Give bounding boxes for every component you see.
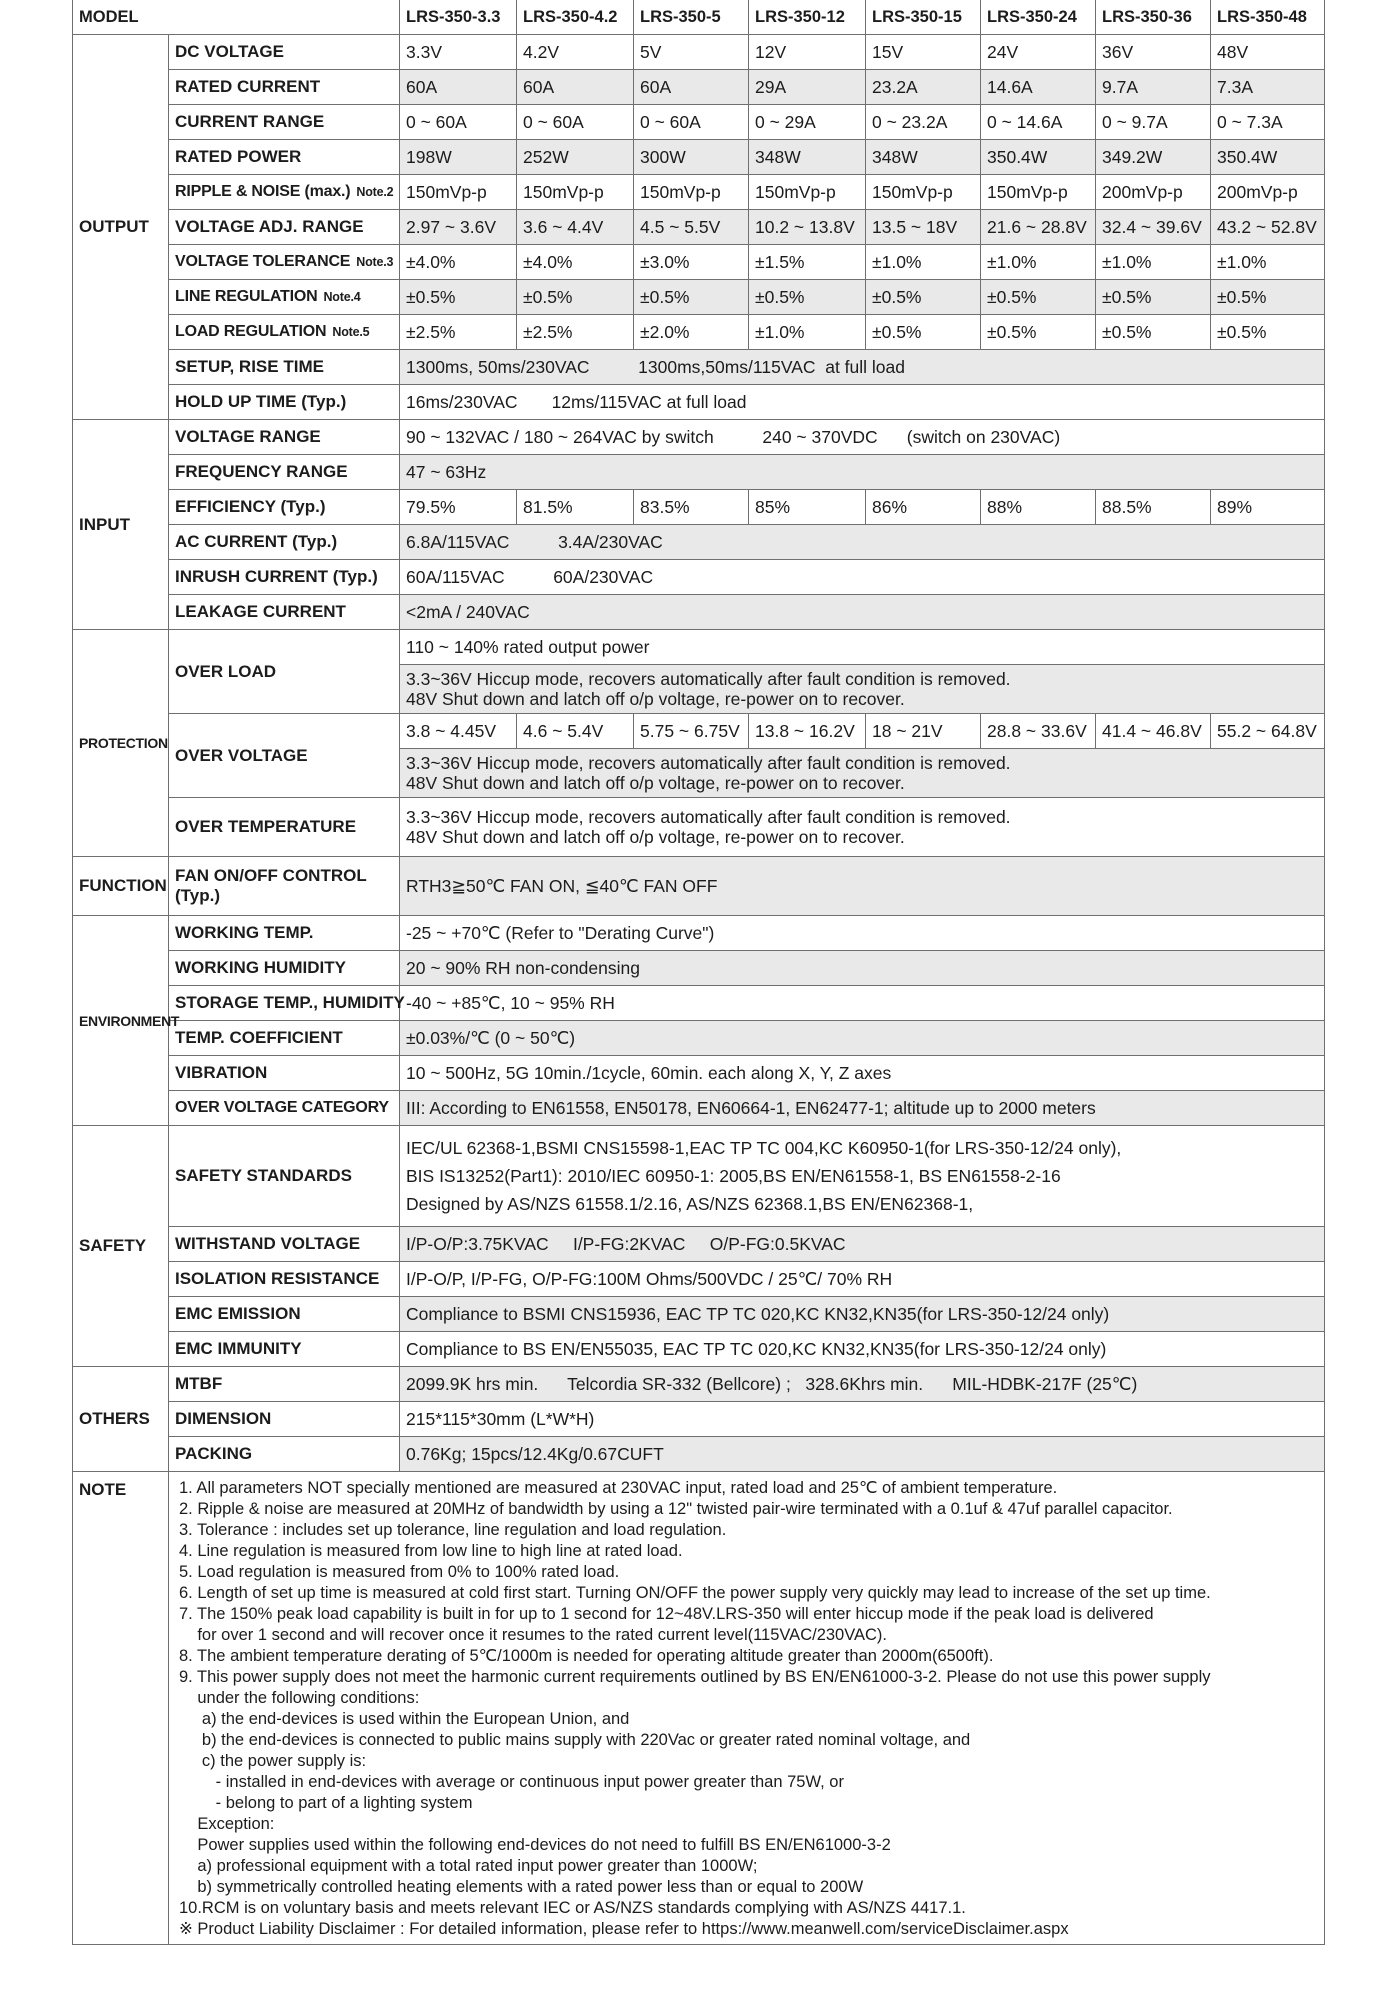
- spec-value: 348W: [866, 140, 981, 175]
- note-line: 10.RCM is on voluntary basis and meets relevant IEC or AS/NZS standards complying with AS/NZS 4417.1.: [179, 1899, 966, 1917]
- spec-label: OVER VOLTAGE: [169, 714, 400, 798]
- spec-value: 88%: [981, 490, 1096, 525]
- spec-value: 348W: [749, 140, 866, 175]
- spec-value: ±1.0%: [1096, 245, 1211, 280]
- spec-value: 89%: [1211, 490, 1325, 525]
- note-ref: Note.2: [356, 185, 394, 199]
- spec-value: RTH3≧50℃ FAN ON, ≦40℃ FAN OFF: [400, 857, 1325, 916]
- note-ref: Note.5: [332, 325, 370, 339]
- note-line: under the following conditions:: [179, 1689, 420, 1707]
- spec-label: RATED POWER: [169, 140, 400, 175]
- spec-label: VOLTAGE RANGE: [169, 420, 400, 455]
- spec-value: 4.6 ~ 5.4V: [517, 714, 634, 749]
- spec-value: 81.5%: [517, 490, 634, 525]
- spec-value: 0.76Kg; 15pcs/12.4Kg/0.67CUFT: [400, 1437, 1325, 1472]
- spec-label: VIBRATION: [169, 1056, 400, 1091]
- spec-row-leakage-current: [73, 595, 1325, 630]
- spec-row-load-regulation: [73, 315, 1325, 350]
- spec-label: [169, 857, 400, 916]
- spec-row-over-temperature: [73, 798, 1325, 857]
- spec-row-voltage-tolerance: [73, 245, 1325, 280]
- spec-value: ±0.5%: [1211, 315, 1325, 350]
- category-input: INPUT: [73, 420, 169, 630]
- spec-value: -40 ~ +85℃, 10 ~ 95% RH: [400, 986, 1325, 1021]
- spec-value: ±0.5%: [1211, 280, 1325, 315]
- spec-value: 60A: [517, 70, 634, 105]
- spec-value: 28.8 ~ 33.6V: [981, 714, 1096, 749]
- spec-value: -25 ~ +70℃ (Refer to "Derating Curve"): [400, 916, 1325, 951]
- spec-value: 79.5%: [400, 490, 517, 525]
- spec-row-ac-current: [73, 525, 1325, 560]
- spec-value: ±2.0%: [634, 315, 749, 350]
- spec-row-rated-power: [73, 140, 1325, 175]
- spec-row-temp-coefficient: [73, 1021, 1325, 1056]
- spec-label: [169, 280, 400, 315]
- model-name: LRS-350-12: [749, 0, 866, 35]
- spec-value: 2099.9K hrs min. Telcordia SR-332 (Bellcore) ; 328.6Khrs min. MIL-HDBK-217F (25℃): [400, 1367, 1325, 1402]
- spec-value: 200mVp-p: [1096, 175, 1211, 210]
- spec-row-packing: [73, 1437, 1325, 1472]
- spec-label: [169, 175, 400, 210]
- model-name: LRS-350-4.2: [517, 0, 634, 35]
- spec-label: HOLD UP TIME (Typ.): [169, 385, 400, 420]
- category-output: OUTPUT: [73, 35, 169, 420]
- spec-row-rated-current: [73, 70, 1325, 105]
- spec-value: 1300ms, 50ms/230VAC 1300ms,50ms/115VAC at full load: [400, 350, 1325, 385]
- spec-row-efficiency: [73, 490, 1325, 525]
- spec-value: 86%: [866, 490, 981, 525]
- spec-label: OVER LOAD: [169, 630, 400, 714]
- spec-value: ±2.5%: [400, 315, 517, 350]
- spec-value: ±0.5%: [634, 280, 749, 315]
- text-line: IEC/UL 62368-1,BSMI CNS15598-1,EAC TP TC 004,KC K60950-1(for LRS-350-12/24 only),: [406, 1138, 1122, 1158]
- note-line: 1. All parameters NOT specially mentioned are measured at 230VAC input, rated load and 25℃ of ambient temperature.: [179, 1479, 1058, 1497]
- spec-value: 150mVp-p: [400, 175, 517, 210]
- spec-value: 3.6 ~ 4.4V: [517, 210, 634, 245]
- spec-value: 3.8 ~ 4.45V: [400, 714, 517, 749]
- spec-value: 150mVp-p: [749, 175, 866, 210]
- note-ref: Note.4: [323, 290, 361, 304]
- spec-label: SETUP, RISE TIME: [169, 350, 400, 385]
- spec-value: 83.5%: [634, 490, 749, 525]
- spec-value: 200mVp-p: [1211, 175, 1325, 210]
- spec-value: III: According to EN61558, EN50178, EN60664-1, EN62477-1; altitude up to 2000 meters: [400, 1091, 1325, 1126]
- spec-value: 29A: [749, 70, 866, 105]
- note-line: b) symmetrically controlled heating elements with a rated power less than or equal to 200W: [179, 1878, 864, 1896]
- spec-row-vibration: [73, 1056, 1325, 1091]
- spec-row-current-range: [73, 105, 1325, 140]
- spec-label: OVER VOLTAGE CATEGORY: [169, 1091, 400, 1126]
- spec-label: ISOLATION RESISTANCE: [169, 1262, 400, 1297]
- spec-value: 0 ~ 60A: [517, 105, 634, 140]
- spec-value: ±0.5%: [749, 280, 866, 315]
- spec-row-safety-standards: [73, 1126, 1325, 1227]
- spec-value: Compliance to BS EN/EN55035, EAC TP TC 020,KC KN32,KN35(for LRS-350-12/24 only): [400, 1332, 1325, 1367]
- spec-value: 350.4W: [981, 140, 1096, 175]
- spec-value: 0 ~ 14.6A: [981, 105, 1096, 140]
- spec-value: 36V: [1096, 35, 1211, 70]
- spec-value: 3.3V: [400, 35, 517, 70]
- spec-value: ±1.0%: [866, 245, 981, 280]
- spec-value: 60A: [634, 70, 749, 105]
- spec-value: [400, 1126, 1325, 1227]
- spec-label: FREQUENCY RANGE: [169, 455, 400, 490]
- spec-value: 85%: [749, 490, 866, 525]
- spec-value: 12V: [749, 35, 866, 70]
- note-line: - installed in end-devices with average or continuous input power greater than 75W, or: [179, 1773, 844, 1791]
- spec-value: 15V: [866, 35, 981, 70]
- spec-value: 60A: [400, 70, 517, 105]
- spec-row-over-load-1: [73, 630, 1325, 665]
- spec-value: 4.2V: [517, 35, 634, 70]
- spec-value: 150mVp-p: [981, 175, 1096, 210]
- note-line: a) the end-devices is used within the European Union, and: [179, 1710, 630, 1728]
- note-line: 6. Length of set up time is measured at cold first start. Turning ON/OFF the power supply very quickly may lead to increase of the set up time.: [179, 1584, 1211, 1602]
- spec-value: 110 ~ 140% rated output power: [400, 630, 1325, 665]
- spec-row-dc-voltage: [73, 35, 1325, 70]
- spec-row-dimension: [73, 1402, 1325, 1437]
- spec-value: 2.97 ~ 3.6V: [400, 210, 517, 245]
- spec-row-hold-up: [73, 385, 1325, 420]
- spec-row-emc-emission: [73, 1297, 1325, 1332]
- spec-value: 5.75 ~ 6.75V: [634, 714, 749, 749]
- category-protection: PROTECTION: [73, 630, 169, 857]
- spec-value: <2mA / 240VAC: [400, 595, 1325, 630]
- spec-label: WITHSTAND VOLTAGE: [169, 1227, 400, 1262]
- spec-value: 18 ~ 21V: [866, 714, 981, 749]
- spec-value: 43.2 ~ 52.8V: [1211, 210, 1325, 245]
- spec-label: LEAKAGE CURRENT: [169, 595, 400, 630]
- text-line: 48V Shut down and latch off o/p voltage, re-power on to recover.: [406, 773, 905, 793]
- spec-value: 252W: [517, 140, 634, 175]
- spec-value: 55.2 ~ 64.8V: [1211, 714, 1325, 749]
- model-name: LRS-350-3.3: [400, 0, 517, 35]
- spec-row-ov-category: [73, 1091, 1325, 1126]
- text-line: 48V Shut down and latch off o/p voltage, re-power on to recover.: [406, 827, 905, 847]
- spec-value: 20 ~ 90% RH non-condensing: [400, 951, 1325, 986]
- spec-row-working-temp: [73, 916, 1325, 951]
- spec-value: 5V: [634, 35, 749, 70]
- note-line: b) the end-devices is connected to public mains supply with 220Vac or greater rated nominal voltage, and: [179, 1731, 971, 1749]
- spec-label: AC CURRENT (Typ.): [169, 525, 400, 560]
- spec-value: 7.3A: [1211, 70, 1325, 105]
- spec-value: ±0.5%: [981, 315, 1096, 350]
- spec-value: ±0.5%: [1096, 280, 1211, 315]
- spec-value: ±0.5%: [517, 280, 634, 315]
- spec-value: [400, 749, 1325, 798]
- spec-value: 23.2A: [866, 70, 981, 105]
- spec-value: I/P-O/P:3.75KVAC I/P-FG:2KVAC O/P-FG:0.5KVAC: [400, 1227, 1325, 1262]
- spec-label: INRUSH CURRENT (Typ.): [169, 560, 400, 595]
- spec-row-frequency-range: [73, 455, 1325, 490]
- note-line: 5. Load regulation is measured from 0% to 100% rated load.: [179, 1563, 620, 1581]
- spec-label: DC VOLTAGE: [169, 35, 400, 70]
- spec-label-text: LINE REGULATION: [175, 288, 318, 305]
- category-note: NOTE: [73, 1472, 169, 1945]
- spec-row-mtbf: [73, 1367, 1325, 1402]
- spec-value: 88.5%: [1096, 490, 1211, 525]
- spec-table: [72, 0, 1325, 1945]
- spec-value: 150mVp-p: [634, 175, 749, 210]
- spec-value: ±0.5%: [866, 280, 981, 315]
- spec-label-text: RIPPLE & NOISE (max.): [175, 183, 351, 200]
- spec-label: DIMENSION: [169, 1402, 400, 1437]
- spec-label: VOLTAGE ADJ. RANGE: [169, 210, 400, 245]
- spec-value: 349.2W: [1096, 140, 1211, 175]
- spec-label: SAFETY STANDARDS: [169, 1126, 400, 1227]
- spec-label: EFFICIENCY (Typ.): [169, 490, 400, 525]
- spec-label-text: FAN ON/OFF CONTROL: [175, 866, 367, 885]
- note-line: ※ Product Liability Disclaimer : For detailed information, please refer to https://www.meanwell.com/serviceDisclaimer.aspx: [179, 1920, 1069, 1938]
- note-line: for over 1 second and will recover once it resumes to the rated current level(115VAC/230VAC).: [179, 1626, 888, 1644]
- spec-label: WORKING HUMIDITY: [169, 951, 400, 986]
- note-line: c) the power supply is:: [179, 1752, 367, 1770]
- spec-value: ±1.0%: [749, 315, 866, 350]
- spec-row-inrush-current: [73, 560, 1325, 595]
- spec-value: 32.4 ~ 39.6V: [1096, 210, 1211, 245]
- spec-value: ±2.5%: [517, 315, 634, 350]
- spec-label: OVER TEMPERATURE: [169, 798, 400, 857]
- spec-value: ±0.5%: [400, 280, 517, 315]
- model-label: MODEL: [73, 0, 400, 35]
- spec-value: 21.6 ~ 28.8V: [981, 210, 1096, 245]
- spec-value: ±4.0%: [517, 245, 634, 280]
- model-row: [73, 0, 1325, 35]
- spec-value: 0 ~ 60A: [400, 105, 517, 140]
- note-line: 4. Line regulation is measured from low line to high line at rated load.: [179, 1542, 683, 1560]
- spec-label-text: (Typ.): [175, 886, 221, 905]
- note-line: 3. Tolerance : includes set up tolerance, line regulation and load regulation.: [179, 1521, 727, 1539]
- model-name: LRS-350-36: [1096, 0, 1211, 35]
- spec-value: ±4.0%: [400, 245, 517, 280]
- spec-label: [169, 245, 400, 280]
- spec-value: 47 ~ 63Hz: [400, 455, 1325, 490]
- spec-value: ±3.0%: [634, 245, 749, 280]
- spec-value: 90 ~ 132VAC / 180 ~ 264VAC by switch 240 ~ 370VDC (switch on 230VAC): [400, 420, 1325, 455]
- spec-value: 150mVp-p: [866, 175, 981, 210]
- spec-label: PACKING: [169, 1437, 400, 1472]
- spec-label-text: LOAD REGULATION: [175, 323, 327, 340]
- spec-value: 215*115*30mm (L*W*H): [400, 1402, 1325, 1437]
- spec-value: 0 ~ 60A: [634, 105, 749, 140]
- spec-row-voltage-adj: [73, 210, 1325, 245]
- spec-label: EMC IMMUNITY: [169, 1332, 400, 1367]
- spec-label: CURRENT RANGE: [169, 105, 400, 140]
- spec-value: ±1.0%: [981, 245, 1096, 280]
- text-line: 48V Shut down and latch off o/p voltage, re-power on to recover.: [406, 689, 905, 709]
- spec-value: Compliance to BSMI CNS15936, EAC TP TC 020,KC KN32,KN35(for LRS-350-12/24 only): [400, 1297, 1325, 1332]
- spec-value: 48V: [1211, 35, 1325, 70]
- note-line: 8. The ambient temperature derating of 5℃/1000m is needed for operating altitude greater than 2000m(6500ft).: [179, 1647, 994, 1665]
- spec-value: ±1.5%: [749, 245, 866, 280]
- note-line: Power supplies used within the following end-devices do not need to fulfill BS EN/EN61000-3-2: [179, 1836, 891, 1854]
- spec-row-over-voltage-1: [73, 714, 1325, 749]
- spec-value: 10 ~ 500Hz, 5G 10min./1cycle, 60min. each along X, Y, Z axes: [400, 1056, 1325, 1091]
- spec-row-emc-immunity: [73, 1332, 1325, 1367]
- note-line: - belong to part of a lighting system: [179, 1794, 473, 1812]
- text-line: BIS IS13252(Part1): 2010/IEC 60950-1: 2005,BS EN/EN61558-1, BS EN61558-2-16: [406, 1166, 1061, 1186]
- spec-row-setup-rise: [73, 350, 1325, 385]
- spec-value: 300W: [634, 140, 749, 175]
- spec-value: 350.4W: [1211, 140, 1325, 175]
- text-line: Designed by AS/NZS 61558.1/2.16, AS/NZS 62368.1,BS EN/EN62368-1,: [406, 1194, 974, 1214]
- spec-value: 9.7A: [1096, 70, 1211, 105]
- spec-value: 24V: [981, 35, 1096, 70]
- spec-label: TEMP. COEFFICIENT: [169, 1021, 400, 1056]
- spec-value: 0 ~ 23.2A: [866, 105, 981, 140]
- spec-label: RATED CURRENT: [169, 70, 400, 105]
- spec-value: 0 ~ 7.3A: [1211, 105, 1325, 140]
- spec-row-fan-control: [73, 857, 1325, 916]
- note-line: a) professional equipment with a total rated input power greater than 1000W;: [179, 1857, 758, 1875]
- model-name: LRS-350-5: [634, 0, 749, 35]
- text-line: 3.3~36V Hiccup mode, recovers automatically after fault condition is removed.: [406, 669, 1011, 689]
- spec-row-voltage-range: [73, 420, 1325, 455]
- spec-value: 13.5 ~ 18V: [866, 210, 981, 245]
- spec-row-withstand: [73, 1227, 1325, 1262]
- note-ref: Note.3: [356, 255, 394, 269]
- model-name: LRS-350-24: [981, 0, 1096, 35]
- model-name: LRS-350-15: [866, 0, 981, 35]
- spec-label: EMC EMISSION: [169, 1297, 400, 1332]
- spec-value: 4.5 ~ 5.5V: [634, 210, 749, 245]
- note-row: [73, 1472, 1325, 1945]
- spec-value: 13.8 ~ 16.2V: [749, 714, 866, 749]
- spec-value: 0 ~ 29A: [749, 105, 866, 140]
- spec-value: 10.2 ~ 13.8V: [749, 210, 866, 245]
- spec-value: ±0.5%: [1096, 315, 1211, 350]
- category-others: OTHERS: [73, 1367, 169, 1472]
- spec-value: 150mVp-p: [517, 175, 634, 210]
- note-line: 7. The 150% peak load capability is built in for up to 1 second for 12~48V.LRS-350 will enter hiccup mode if the peak load is delivered: [179, 1605, 1154, 1623]
- note-line: 9. This power supply does not meet the harmonic current requirements outlined by BS EN/EN61000-3-2. Please do not use this power supply: [179, 1668, 1211, 1686]
- spec-label: [169, 315, 400, 350]
- spec-value: 6.8A/115VAC 3.4A/230VAC: [400, 525, 1325, 560]
- note-line: 2. Ripple & noise are measured at 20MHz of bandwidth by using a 12" twisted pair-wire terminated with a 0.1uf & 47uf parallel capacitor.: [179, 1500, 1173, 1518]
- spec-value: 14.6A: [981, 70, 1096, 105]
- model-name: LRS-350-48: [1211, 0, 1325, 35]
- text-line: 3.3~36V Hiccup mode, recovers automatically after fault condition is removed.: [406, 753, 1011, 773]
- spec-label: WORKING TEMP.: [169, 916, 400, 951]
- spec-row-line-regulation: [73, 280, 1325, 315]
- notes-block: [169, 1472, 1325, 1945]
- spec-value: ±0.03%/℃ (0 ~ 50℃): [400, 1021, 1325, 1056]
- spec-value: ±0.5%: [866, 315, 981, 350]
- spec-value: ±0.5%: [981, 280, 1096, 315]
- spec-label: MTBF: [169, 1367, 400, 1402]
- spec-label: STORAGE TEMP., HUMIDITY: [169, 986, 400, 1021]
- note-line: Exception:: [179, 1815, 275, 1833]
- spec-label-text: VOLTAGE TOLERANCE: [175, 253, 351, 270]
- spec-value: 16ms/230VAC 12ms/115VAC at full load: [400, 385, 1325, 420]
- spec-row-ripple-noise: [73, 175, 1325, 210]
- spec-row-isolation: [73, 1262, 1325, 1297]
- spec-row-working-humidity: [73, 951, 1325, 986]
- spec-value: ±1.0%: [1211, 245, 1325, 280]
- spec-value: [400, 798, 1325, 857]
- spec-value: I/P-O/P, I/P-FG, O/P-FG:100M Ohms/500VDC / 25℃/ 70% RH: [400, 1262, 1325, 1297]
- spec-value: 60A/115VAC 60A/230VAC: [400, 560, 1325, 595]
- text-line: 3.3~36V Hiccup mode, recovers automatically after fault condition is removed.: [406, 807, 1011, 827]
- spec-value: 198W: [400, 140, 517, 175]
- spec-value: 0 ~ 9.7A: [1096, 105, 1211, 140]
- spec-value: 41.4 ~ 46.8V: [1096, 714, 1211, 749]
- category-environment: ENVIRONMENT: [73, 916, 169, 1126]
- category-safety: SAFETY: [73, 1126, 169, 1367]
- spec-value: [400, 665, 1325, 714]
- category-function: FUNCTION: [73, 857, 169, 916]
- spec-row-storage: [73, 986, 1325, 1021]
